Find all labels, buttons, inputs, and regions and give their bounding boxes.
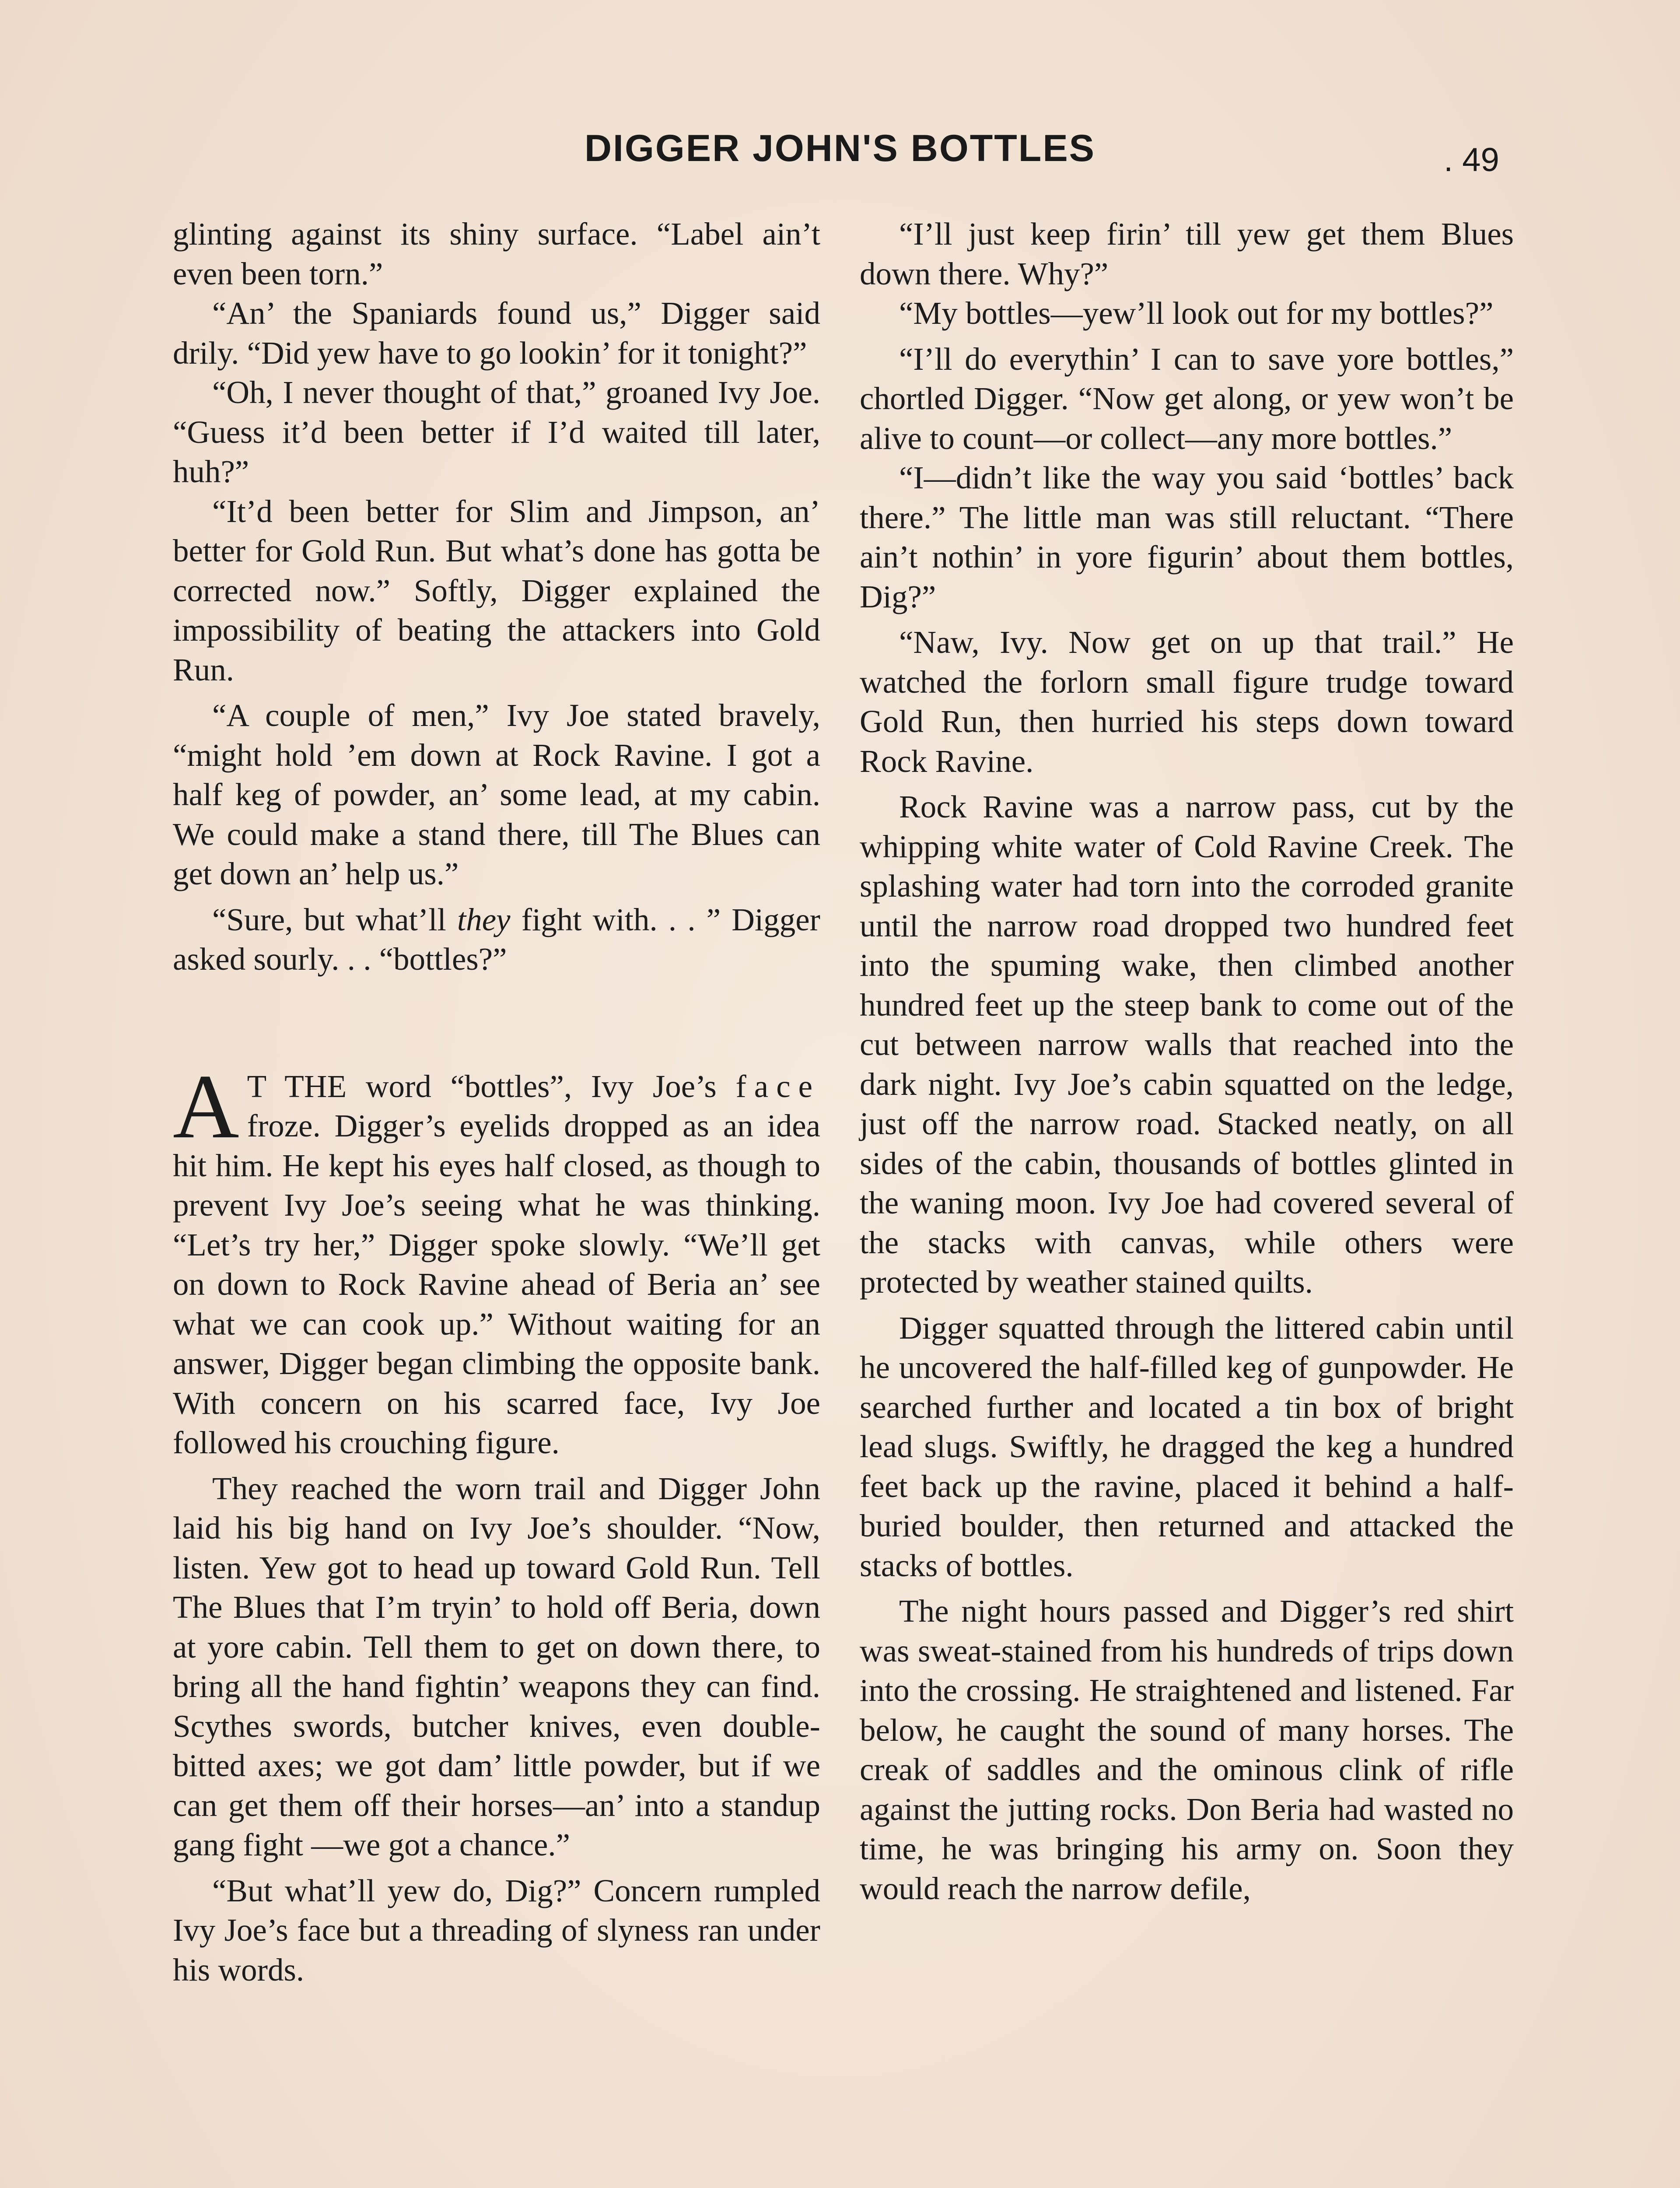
paragraph: They reached the worn trail and Digger John laid his big hand on Ivy Joe’s shoulder. “Now, listen. Yew got to head up toward Gold Run. Tell The Blues that I’m tryin’ to hold off Beria, down at yore cabin. Tell them to get on down there, to bring all the hand fightin’ weapons they can find. Scythes swords, butcher knives, even double-bitted axes; we got dam’ little powder, but if we can get them off their horses—an’ into a standup gang fight —we got a chance.” bbox=[173, 1470, 820, 1862]
paragraph: “Naw, Ivy. Now get on up that trail.” He watched the forlorn small figure trudge toward Gold Run, then hurried his steps down toward Rock Ravine. bbox=[860, 624, 1514, 779]
paragraph: “Oh, I never thought of that,” groaned Ivy Joe. “Guess it’d been better if I’d waited till later, huh?” bbox=[173, 375, 820, 489]
paragraph: glinting against its shiny surface. “Label ain’t even been torn.” bbox=[173, 216, 820, 291]
paragraph: “A couple of men,” Ivy Joe stated bravely, “might hold ’em down at Rock Ravine. I got a half keg of powder, an’ some lead, at my cabin. We could make a stand there, till The Blues can get down an’ help us.” bbox=[173, 698, 820, 891]
paragraph: “It’d been better for Slim and Jimpson, an’ better for Gold Run. But what’s done has gotta be corrected now.” Softly, Digger explained the impossibility of beating the attackers into Gold Run. bbox=[173, 493, 820, 687]
letterspaced-word: face bbox=[735, 1068, 820, 1104]
paragraph bbox=[173, 900, 820, 979]
paragraph: Digger squatted through the littered cabin until he uncovered the half-filled keg of gunpowder. He searched further and located a tin box of bright lead slugs. Swiftly, he dragged the keg a hundred feet back up the ravine, placed it behind a half-buried boulder, then returned and attacked the stacks of bottles. bbox=[860, 1310, 1514, 1583]
text-span: “Sure, but what’ll bbox=[212, 901, 457, 937]
text-column-right bbox=[860, 214, 1514, 1908]
paragraph: “I—didn’t like the way you said ‘bottles’ back there.” The little man was still reluctant. “There ain’t nothin’ in yore figurin’ about them bottles, Dig?” bbox=[860, 460, 1514, 614]
drop-cap-letter: A bbox=[173, 1055, 239, 1157]
paragraph: The night hours passed and Digger’s red shirt was sweat-stained from his hundreds of trips down into the crossing. He straightened and listened. Far below, he caught the sound of many horses. The creak of saddles and the ominous clink of rifle against the jutting rocks. Don Beria had wasted no time, he was bringing his army on. Soon they would reach the narrow defile, bbox=[860, 1593, 1514, 1906]
page-header-title: DIGGER JOHN'S BOTTLES bbox=[584, 127, 1096, 169]
text-span: T THE word “bottles”, Ivy Joe’s bbox=[247, 1068, 736, 1104]
paragraph: “But what’ll yew do, Dig?” Concern rumpled Ivy Joe’s face but a threading of slyness ran under his words. bbox=[173, 1872, 820, 1988]
text-span: fight with. . . ” Digger asked sourly. . . “bottles?” bbox=[173, 901, 820, 977]
italic-word: they bbox=[457, 901, 511, 937]
paragraph: “My bottles—yew’ll look out for my bottles?” bbox=[899, 295, 1494, 331]
paragraph: “An’ the Spaniards found us,” Digger said drily. “Did yew have to go lookin’ for it tonight?” bbox=[173, 295, 820, 371]
paragraph: “I’ll just keep firin’ till yew get them Blues down there. Why?” bbox=[860, 216, 1514, 291]
paragraph-section-start bbox=[173, 1055, 820, 1463]
paragraph: “I’ll do everythin’ I can to save yore bottles,” chortled Digger. “Now get along, or yew won’t be alive to count—or collect—any more bottles.” bbox=[860, 341, 1514, 456]
page-number: . 49 bbox=[1444, 141, 1499, 179]
text-column-left bbox=[173, 214, 820, 1990]
text-span: froze. Digger’s eyelids dropped as an idea hit him. He kept his eyes half closed, as though to prevent Ivy Joe’s seeing what he was thinking. “Let’s try her,” Digger spoke slowly. “We’ll get on down to Rock Ravine ahead of Beria an’ see what we can cook up.” Without waiting for an answer, Digger began climbing the opposite bank. With concern on his scarred face, Ivy Joe followed his crouching figure. bbox=[173, 1108, 820, 1460]
paragraph: Rock Ravine was a narrow pass, cut by the whipping white water of Cold Ravine Creek. The splashing water had torn into the corroded granite until the narrow road dropped two hundred feet into the spuming wake, then climbed another hundred feet up the steep bank to come out of the cut between narrow walls that reached into the dark night. Ivy Joe’s cabin squatted on the ledge, just off the narrow road. Stacked neatly, on all sides of the cabin, thousands of bottles glinted in the waning moon. Ivy Joe had covered several of the stacks with canvas, while others were protected by weather stained quilts. bbox=[860, 789, 1514, 1300]
